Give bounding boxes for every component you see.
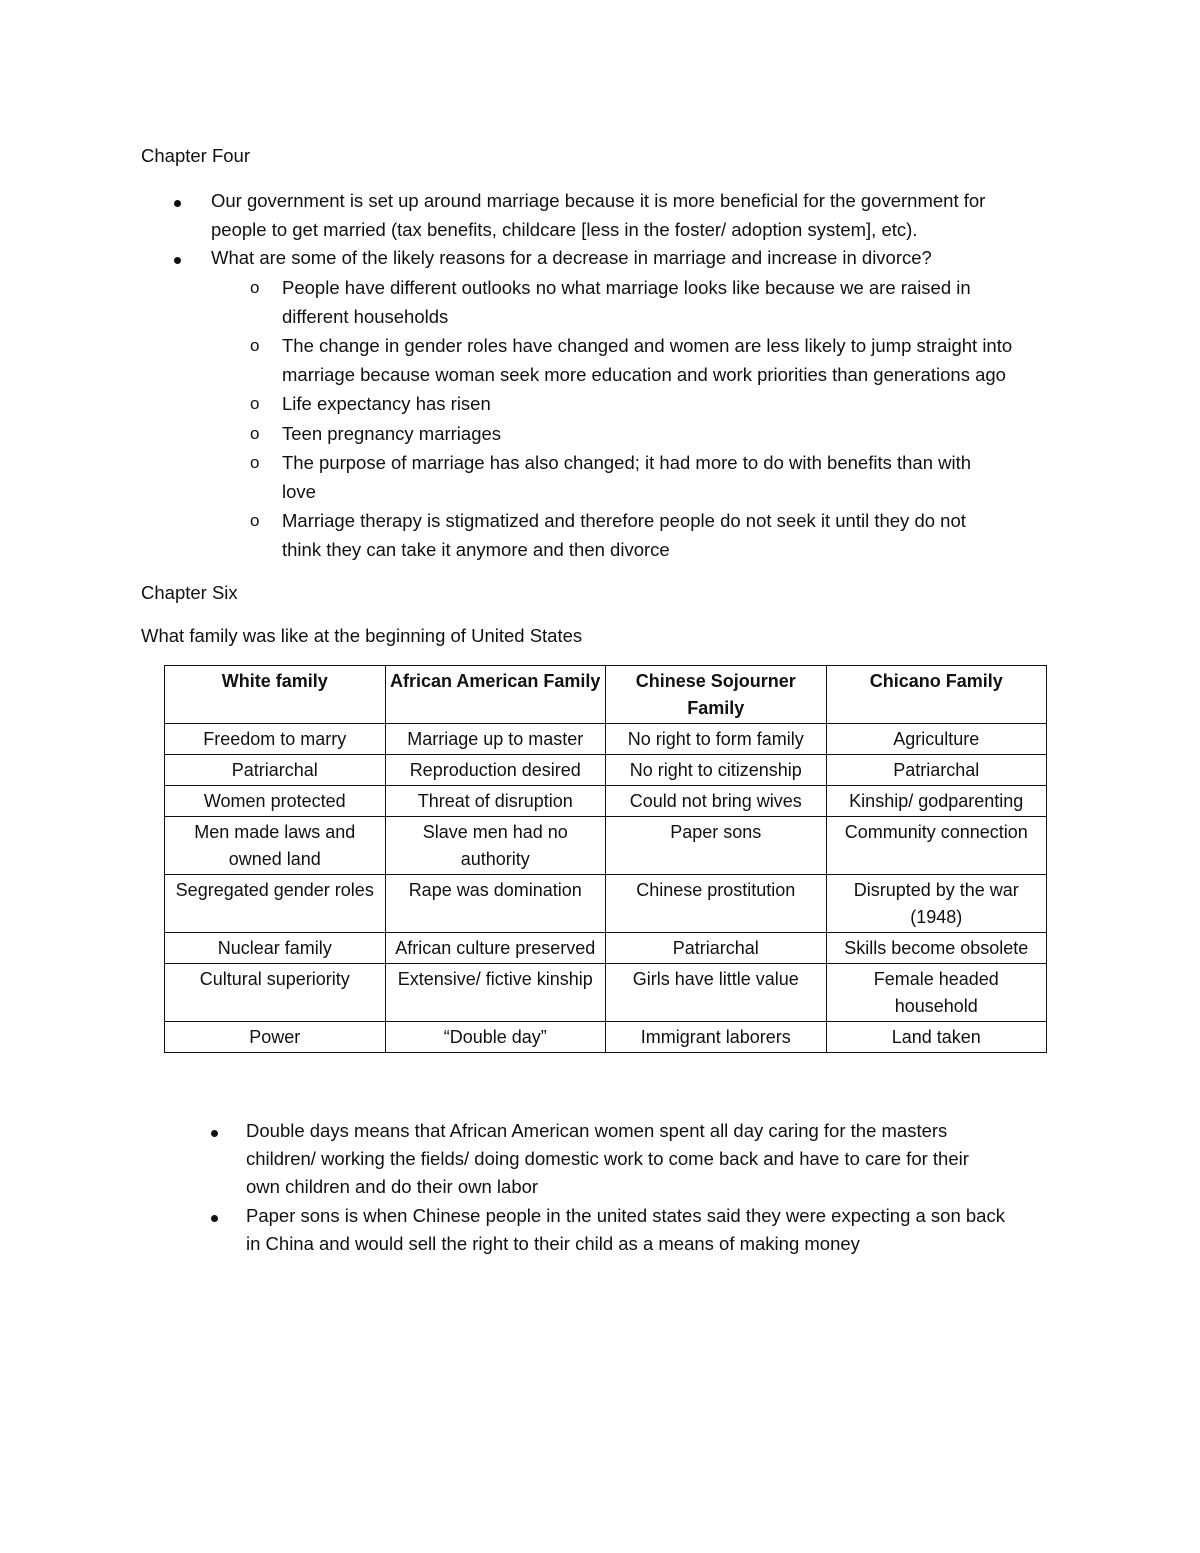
table-row <box>165 786 1047 817</box>
sub-bullet-marker: o <box>250 336 260 355</box>
bullet-line: Teen pregnancy marriages <box>282 423 502 444</box>
table-row <box>165 933 1047 964</box>
bullet-line: children/ working the fields/ doing domestic work to come back and have to care for their <box>246 1148 969 1169</box>
table-header-cell: Chicano Family <box>826 666 1047 724</box>
table-cell: Could not bring wives <box>606 786 827 817</box>
table-row <box>165 1022 1047 1053</box>
table-row <box>165 817 1047 875</box>
table-intro: What family was like at the beginning of United States <box>141 625 583 646</box>
table-cell: Girls have little value <box>606 964 827 1022</box>
bullet-line: People have different outlooks no what marriage looks like because we are raised in <box>282 277 971 298</box>
table-cell: Extensive/ fictive kinship <box>385 964 606 1022</box>
bullet-line: The purpose of marriage has also changed; it had more to do with benefits than with <box>282 452 972 473</box>
bullet-item <box>246 1117 969 1201</box>
family-comparison-table <box>164 665 1047 1053</box>
table-cell: Paper sons <box>606 817 827 875</box>
table-row <box>165 755 1047 786</box>
table-cell: Nuclear family <box>165 933 386 964</box>
table-cell: Land taken <box>826 1022 1047 1053</box>
sub-bullet-marker: o <box>250 511 260 530</box>
sub-bullet-item <box>250 506 966 564</box>
table-cell: Segregated gender roles <box>165 875 386 933</box>
table-cell: Patriarchal <box>606 933 827 964</box>
table-cell: No right to citizenship <box>606 755 827 786</box>
bullet-line: Our government is set up around marriage because it is more beneficial for the government for <box>211 190 986 211</box>
table-row <box>165 964 1047 1022</box>
chapter-six-heading: Chapter Six <box>141 582 238 603</box>
table-cell: Men made laws and owned land <box>165 817 386 875</box>
bullet-line: Double days means that African American women spent all day caring for the masters <box>246 1120 948 1141</box>
bullet-line: Marriage therapy is stigmatized and therefore people do not seek it until they do not <box>282 510 966 531</box>
sub-bullet-marker: o <box>250 278 260 297</box>
table-cell: Slave men had no authority <box>385 817 606 875</box>
bullet-line: different households <box>282 306 449 327</box>
table-cell: Threat of disruption <box>385 786 606 817</box>
chapter-four-heading: Chapter Four <box>141 145 250 166</box>
table-cell: Patriarchal <box>165 755 386 786</box>
bullet-line: Paper sons is when Chinese people in the united states said they were expecting a son back <box>246 1205 1005 1226</box>
bullet-dot-icon <box>211 1202 231 1230</box>
sub-bullet-item <box>250 273 971 331</box>
table-header-cell: African American Family <box>385 666 606 724</box>
sub-bullet-marker: o <box>250 453 260 472</box>
sub-bullet-item <box>250 448 972 506</box>
table-cell: Freedom to marry <box>165 724 386 755</box>
table-cell: Reproduction desired <box>385 755 606 786</box>
table-cell: Women protected <box>165 786 386 817</box>
bullet-line: love <box>282 481 316 502</box>
table-cell: “Double day” <box>385 1022 606 1053</box>
bullet-line: Life expectancy has risen <box>282 393 491 414</box>
table-header-cell: White family <box>165 666 386 724</box>
bullet-item <box>246 1202 1005 1258</box>
table-cell: No right to form family <box>606 724 827 755</box>
bullet-dot-icon <box>174 243 194 272</box>
table-cell: Female headed household <box>826 964 1047 1022</box>
sub-bullet-marker: o <box>250 424 260 443</box>
table-cell: Patriarchal <box>826 755 1047 786</box>
sub-bullet-item <box>250 331 1013 389</box>
bullet-line: in China and would sell the right to their child as a means of making money <box>246 1233 860 1254</box>
table-cell: Rape was domination <box>385 875 606 933</box>
bullet-line: own children and do their own labor <box>246 1176 539 1197</box>
bullet-dot-icon <box>174 186 194 215</box>
table-header-row <box>165 666 1047 724</box>
table-header-cell: Chinese Sojourner Family <box>606 666 827 724</box>
sub-bullet-item <box>250 419 502 448</box>
bullet-item <box>211 186 985 244</box>
bullet-line: think they can take it anymore and then divorce <box>282 539 670 560</box>
table-cell: Immigrant laborers <box>606 1022 827 1053</box>
table-cell: Chinese prostitution <box>606 875 827 933</box>
bullet-line: marriage because woman seek more education and work priorities than generations ago <box>282 364 1006 385</box>
bullet-dot-icon <box>211 1117 231 1145</box>
bullet-line: The change in gender roles have changed and women are less likely to jump straight into <box>282 335 1013 356</box>
table-cell: Kinship/ godparenting <box>826 786 1047 817</box>
bullet-item <box>211 243 932 272</box>
table-cell: Disrupted by the war (1948) <box>826 875 1047 933</box>
bullet-line: people to get married (tax benefits, childcare [less in the foster/ adoption system], etc). <box>211 219 918 240</box>
bullet-line: What are some of the likely reasons for a decrease in marriage and increase in divorce? <box>211 247 932 268</box>
table-cell: Skills become obsolete <box>826 933 1047 964</box>
table-cell: Community connection <box>826 817 1047 875</box>
sub-bullet-marker: o <box>250 394 260 413</box>
table-cell: Power <box>165 1022 386 1053</box>
table-row <box>165 875 1047 933</box>
sub-bullet-item <box>250 389 491 418</box>
table-cell: Marriage up to master <box>385 724 606 755</box>
table-row <box>165 724 1047 755</box>
table-cell: African culture preserved <box>385 933 606 964</box>
table-cell: Agriculture <box>826 724 1047 755</box>
table-cell: Cultural superiority <box>165 964 386 1022</box>
